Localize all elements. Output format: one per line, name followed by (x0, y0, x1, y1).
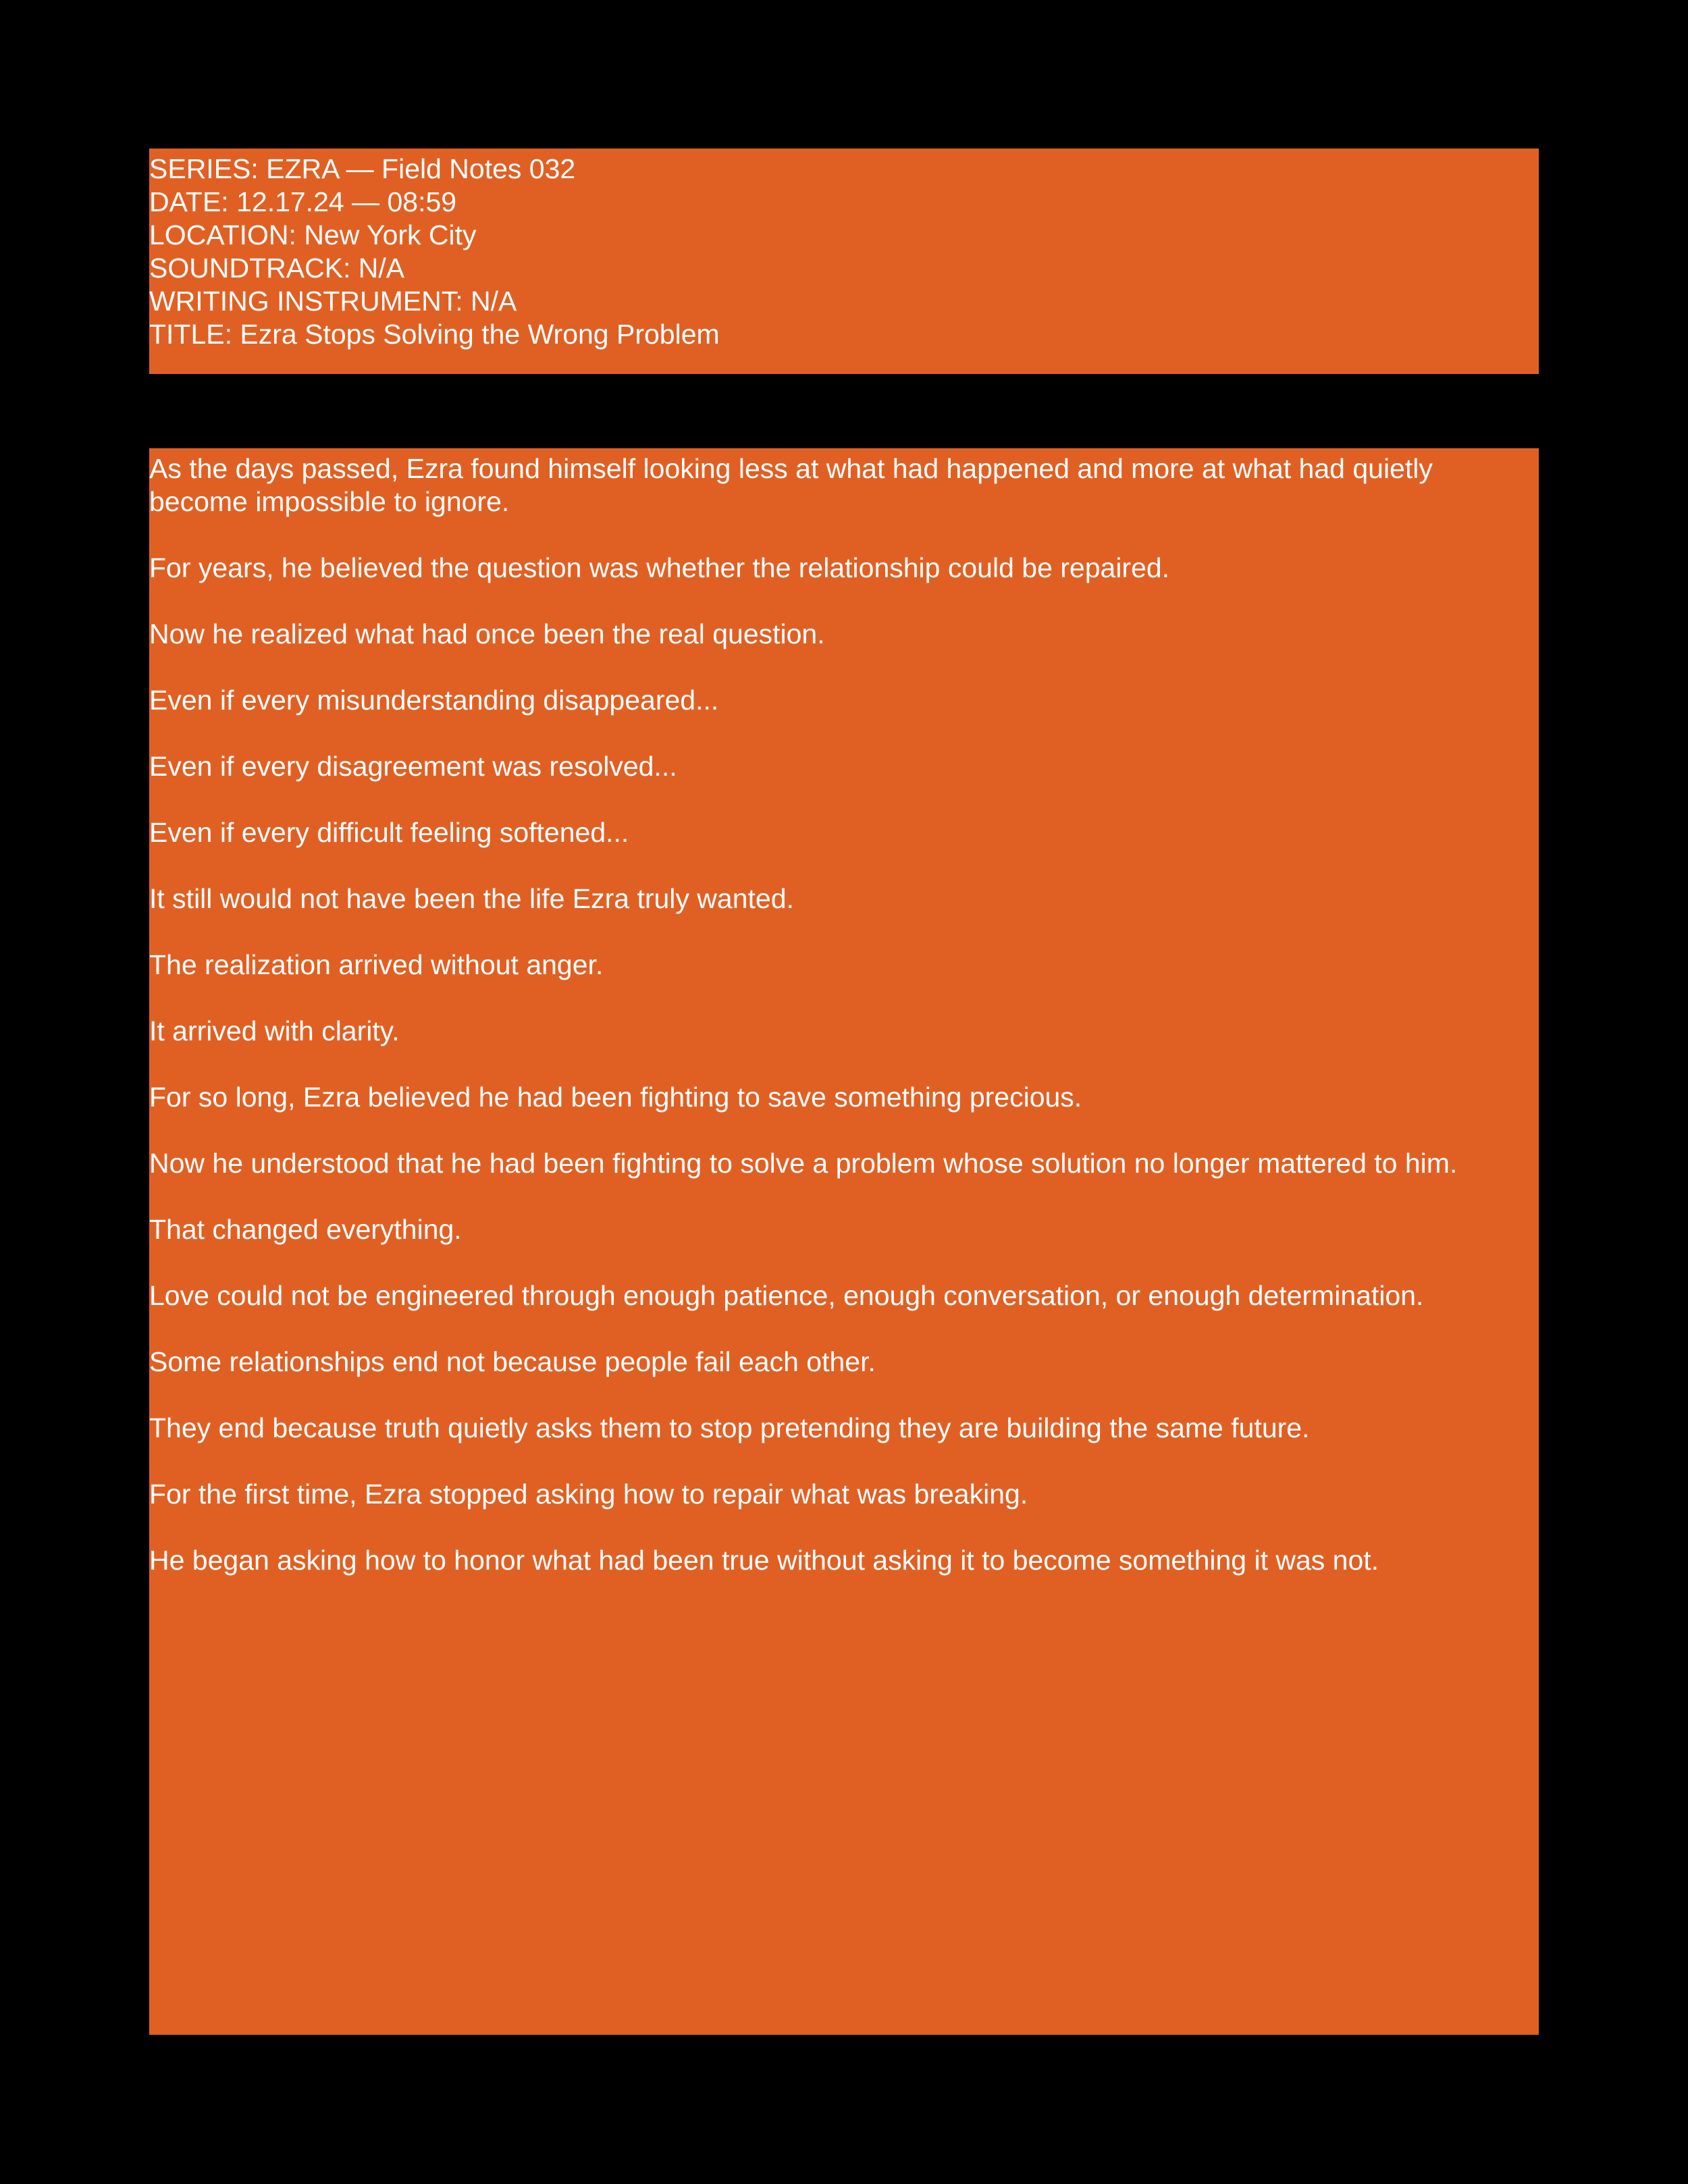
paragraph: For the first time, Ezra stopped asking how to repair what was breaking. (149, 1479, 1028, 1510)
date-line: DATE: 12.17.24 — 08:59 (149, 186, 457, 217)
paragraph: For years, he believed the question was whether the relationship could be repaired. (149, 552, 1170, 583)
paragraph: Some relationships end not because people fail each other. (149, 1346, 876, 1377)
paragraph: He began asking how to honor what had been true without asking it to become something it was not. (149, 1545, 1379, 1576)
title-line: TITLE: Ezra Stops Solving the Wrong Problem (149, 319, 720, 350)
body-panel (149, 448, 1539, 2035)
paragraph: They end because truth quietly asks them to stop pretending they are building the same future. (149, 1412, 1310, 1443)
location-line: LOCATION: New York City (149, 219, 477, 250)
paragraph: Now he realized what had once been the real question. (149, 618, 825, 649)
paragraph: It arrived with clarity. (149, 1015, 400, 1046)
header-metadata (149, 149, 1539, 351)
series-line: SERIES: EZRA — Field Notes 032 (149, 153, 576, 184)
writing-instrument-line: WRITING INSTRUMENT: N/A (149, 286, 517, 317)
paragraph: It still would not have been the life Ezra truly wanted. (149, 883, 794, 914)
body-text (149, 448, 1539, 1577)
paragraph: Even if every difficult feeling softened... (149, 817, 629, 848)
paragraph: The realization arrived without anger. (149, 949, 604, 980)
paragraph: For so long, Ezra believed he had been fighting to save something precious. (149, 1082, 1082, 1113)
paragraph: Even if every misunderstanding disappeared... (149, 685, 719, 716)
paragraph: Love could not be engineered through enough patience, enough conversation, or enough determination. (149, 1280, 1424, 1311)
paragraph: As the days passed, Ezra found himself looking less at what had happened and more at what had quietly become impossible to ignore. (149, 453, 1433, 517)
paragraph: Now he understood that he had been fighting to solve a problem whose solution no longer mattered to him. (149, 1148, 1458, 1179)
paragraph: That changed everything. (149, 1214, 462, 1245)
header-panel (149, 149, 1539, 374)
soundtrack-line: SOUNDTRACK: N/A (149, 252, 405, 284)
paragraph: Even if every disagreement was resolved... (149, 751, 677, 782)
